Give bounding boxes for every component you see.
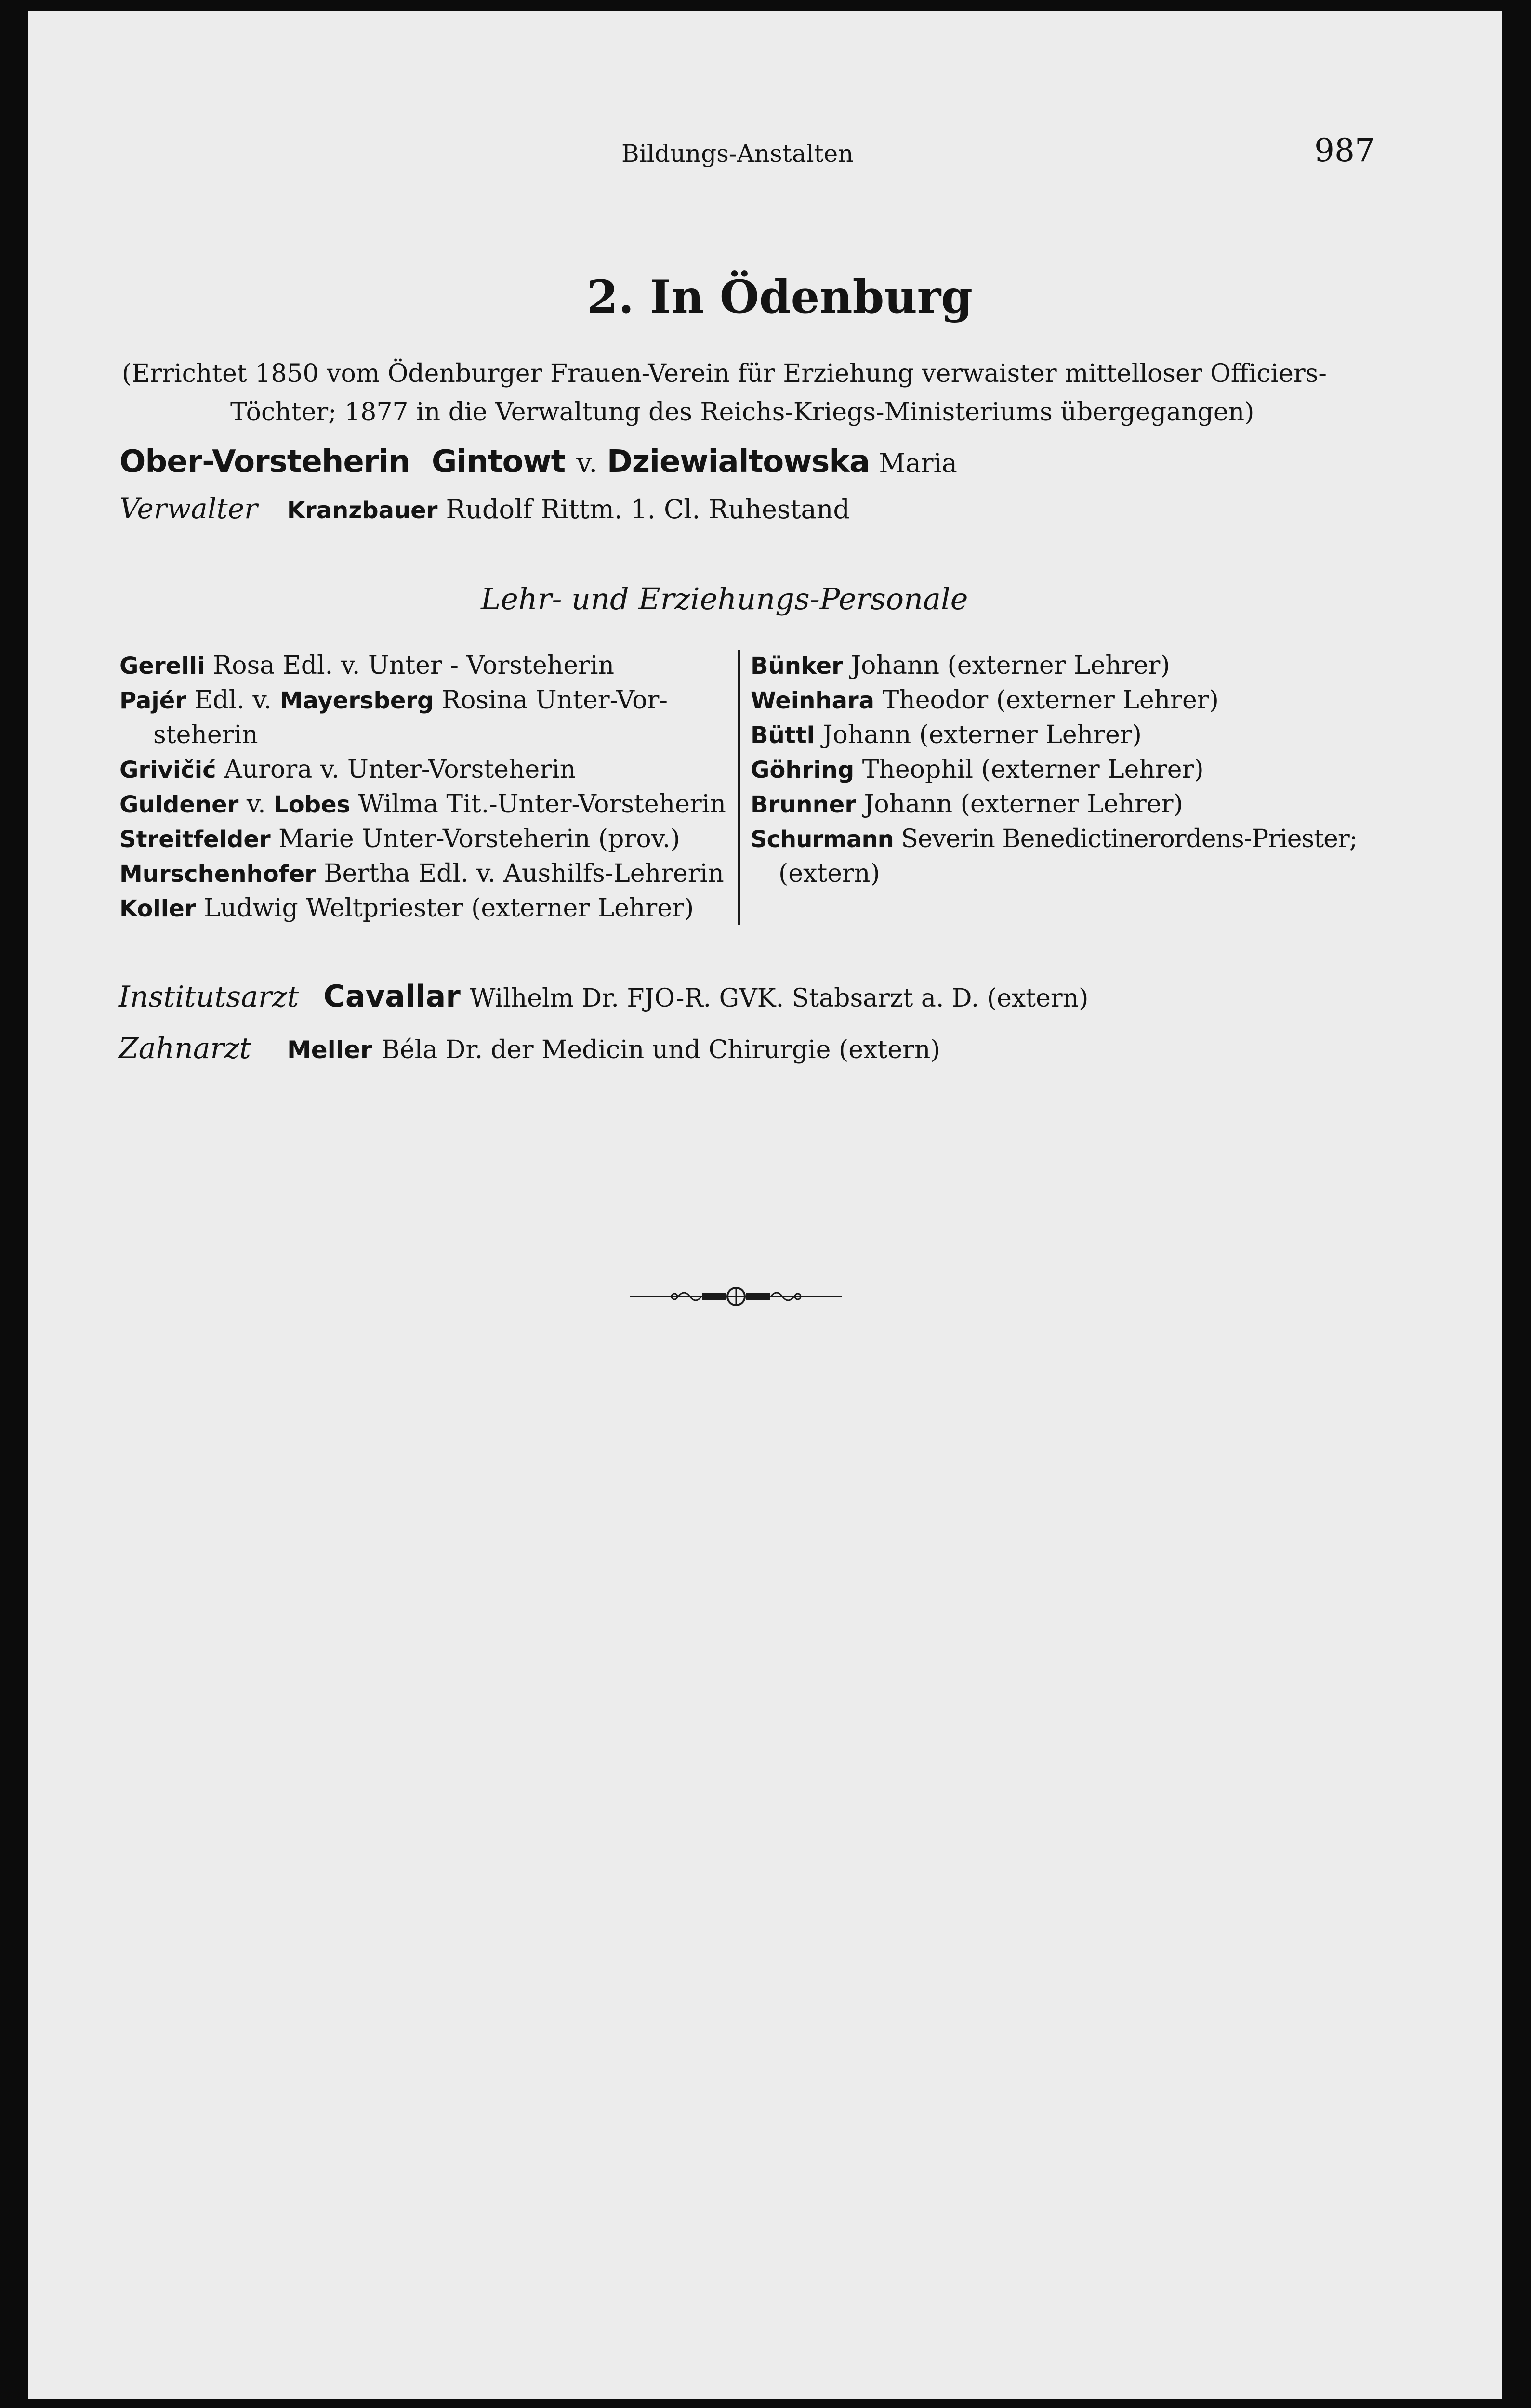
staff-entry-continuation: steherin xyxy=(153,720,258,749)
staff-details: Johann (externer Lehrer) xyxy=(851,651,1170,680)
staff-surname: Schurmann xyxy=(751,826,894,853)
staff-surname: Streitfelder xyxy=(119,826,271,853)
scanned-page xyxy=(28,11,1502,2399)
staff-entry xyxy=(751,686,1219,715)
running-head: Bildungs-Anstalten xyxy=(621,140,854,168)
founding-note-line-2: Töchter; 1877 in die Verwaltung des Reichs-Kriegs-Ministeriums übergegangen) xyxy=(230,398,1254,427)
page-number: 987 xyxy=(1314,132,1375,169)
zahnarzt-surname: Meller xyxy=(287,1036,372,1064)
staff-details: Severin Benedictinerordens-Priester; xyxy=(901,824,1358,853)
staff-details: Bertha Edl. v. Aushilfs-Lehrerin xyxy=(324,859,724,888)
oberin-row xyxy=(119,444,957,480)
staff-entry xyxy=(119,651,614,680)
institutsarzt-surname: Cavallar xyxy=(323,979,461,1014)
staff-details: Johann (externer Lehrer) xyxy=(822,720,1142,749)
staff-entry xyxy=(119,894,694,923)
staff-details: Theophil (externer Lehrer) xyxy=(862,755,1204,784)
institutsarzt-row xyxy=(119,979,1088,1014)
verwalter-row xyxy=(119,492,850,525)
staff-surname: Grivičić xyxy=(119,757,216,784)
oberin-label: Ober-Vorsteherin xyxy=(119,444,410,480)
staff-title: Edl. v. xyxy=(194,686,272,715)
staff-details: Ludwig Weltpriester (externer Lehrer) xyxy=(204,894,694,923)
staff-surname: Büttl xyxy=(751,722,815,749)
column-divider xyxy=(738,650,740,925)
verwalter-label: Verwalter xyxy=(119,492,258,525)
staff-details: Johann (externer Lehrer) xyxy=(864,790,1183,819)
staff-entry xyxy=(751,790,1183,819)
staff-details: Wilma Tit.-Unter-Vorsteherin xyxy=(358,790,726,819)
oberin-surname-2: Dziewialtowska xyxy=(607,444,870,480)
staff-entry xyxy=(751,824,1357,853)
zahnarzt-details: Béla Dr. der Medicin und Chirurgie (extern) xyxy=(381,1035,940,1064)
verwalter-details: Rudolf Rittm. 1. Cl. Ruhestand xyxy=(446,494,850,524)
staff-entry xyxy=(119,824,680,853)
staff-entry xyxy=(751,651,1170,680)
staff-details: Rosina Unter-Vor- xyxy=(441,686,668,715)
section-title: 2. In Ödenburg xyxy=(587,271,973,324)
oberin-surname-1: Gintowt xyxy=(431,444,566,480)
staff-surname: Koller xyxy=(119,895,196,922)
staff-surname: Murschenhofer xyxy=(119,861,316,888)
staff-surname-2: Lobes xyxy=(274,791,351,818)
staff-entry xyxy=(119,686,668,715)
staff-heading: Lehr- und Erziehungs-Personale xyxy=(481,581,968,616)
staff-entry xyxy=(751,755,1204,784)
zahnarzt-label: Zahnarzt xyxy=(119,1032,251,1065)
staff-entry xyxy=(751,720,1142,749)
oberin-given-name: Maria xyxy=(879,448,957,478)
staff-surname: Pajér xyxy=(119,687,186,714)
oberin-particle: v. xyxy=(576,446,598,479)
staff-entry xyxy=(119,755,576,784)
staff-surname: Gerelli xyxy=(119,653,205,680)
staff-surname: Brunner xyxy=(751,791,856,818)
staff-surname: Weinhara xyxy=(751,687,875,714)
institutsarzt-details: Wilhelm Dr. FJO-R. GVK. Stabsarzt a. D. (extern) xyxy=(469,984,1089,1013)
staff-surname-2: Mayersberg xyxy=(279,687,434,714)
staff-title: v. xyxy=(246,790,266,819)
ornament-divider xyxy=(630,1282,842,1311)
staff-entry xyxy=(119,859,724,888)
staff-details: Theodor (externer Lehrer) xyxy=(882,686,1219,715)
staff-entry-continuation: (extern) xyxy=(779,859,880,888)
verwalter-surname: Kranzbauer xyxy=(287,497,438,524)
staff-surname: Guldener xyxy=(119,791,239,818)
staff-details: Marie Unter-Vorsteherin (prov.) xyxy=(278,824,680,853)
staff-entry xyxy=(119,790,726,819)
founding-note-line-1: (Errichtet 1850 vom Ödenburger Frauen-Verein für Erziehung verwaister mittelloser Officiers- xyxy=(122,359,1327,388)
institutsarzt-label: Institutsarzt xyxy=(119,980,299,1014)
staff-surname: Göhring xyxy=(751,757,855,784)
staff-surname: Bünker xyxy=(751,653,843,680)
zahnarzt-row xyxy=(119,1032,940,1065)
staff-details: Rosa Edl. v. Unter - Vorsteherin xyxy=(213,651,614,680)
staff-details: Aurora v. Unter-Vorsteherin xyxy=(224,755,576,784)
